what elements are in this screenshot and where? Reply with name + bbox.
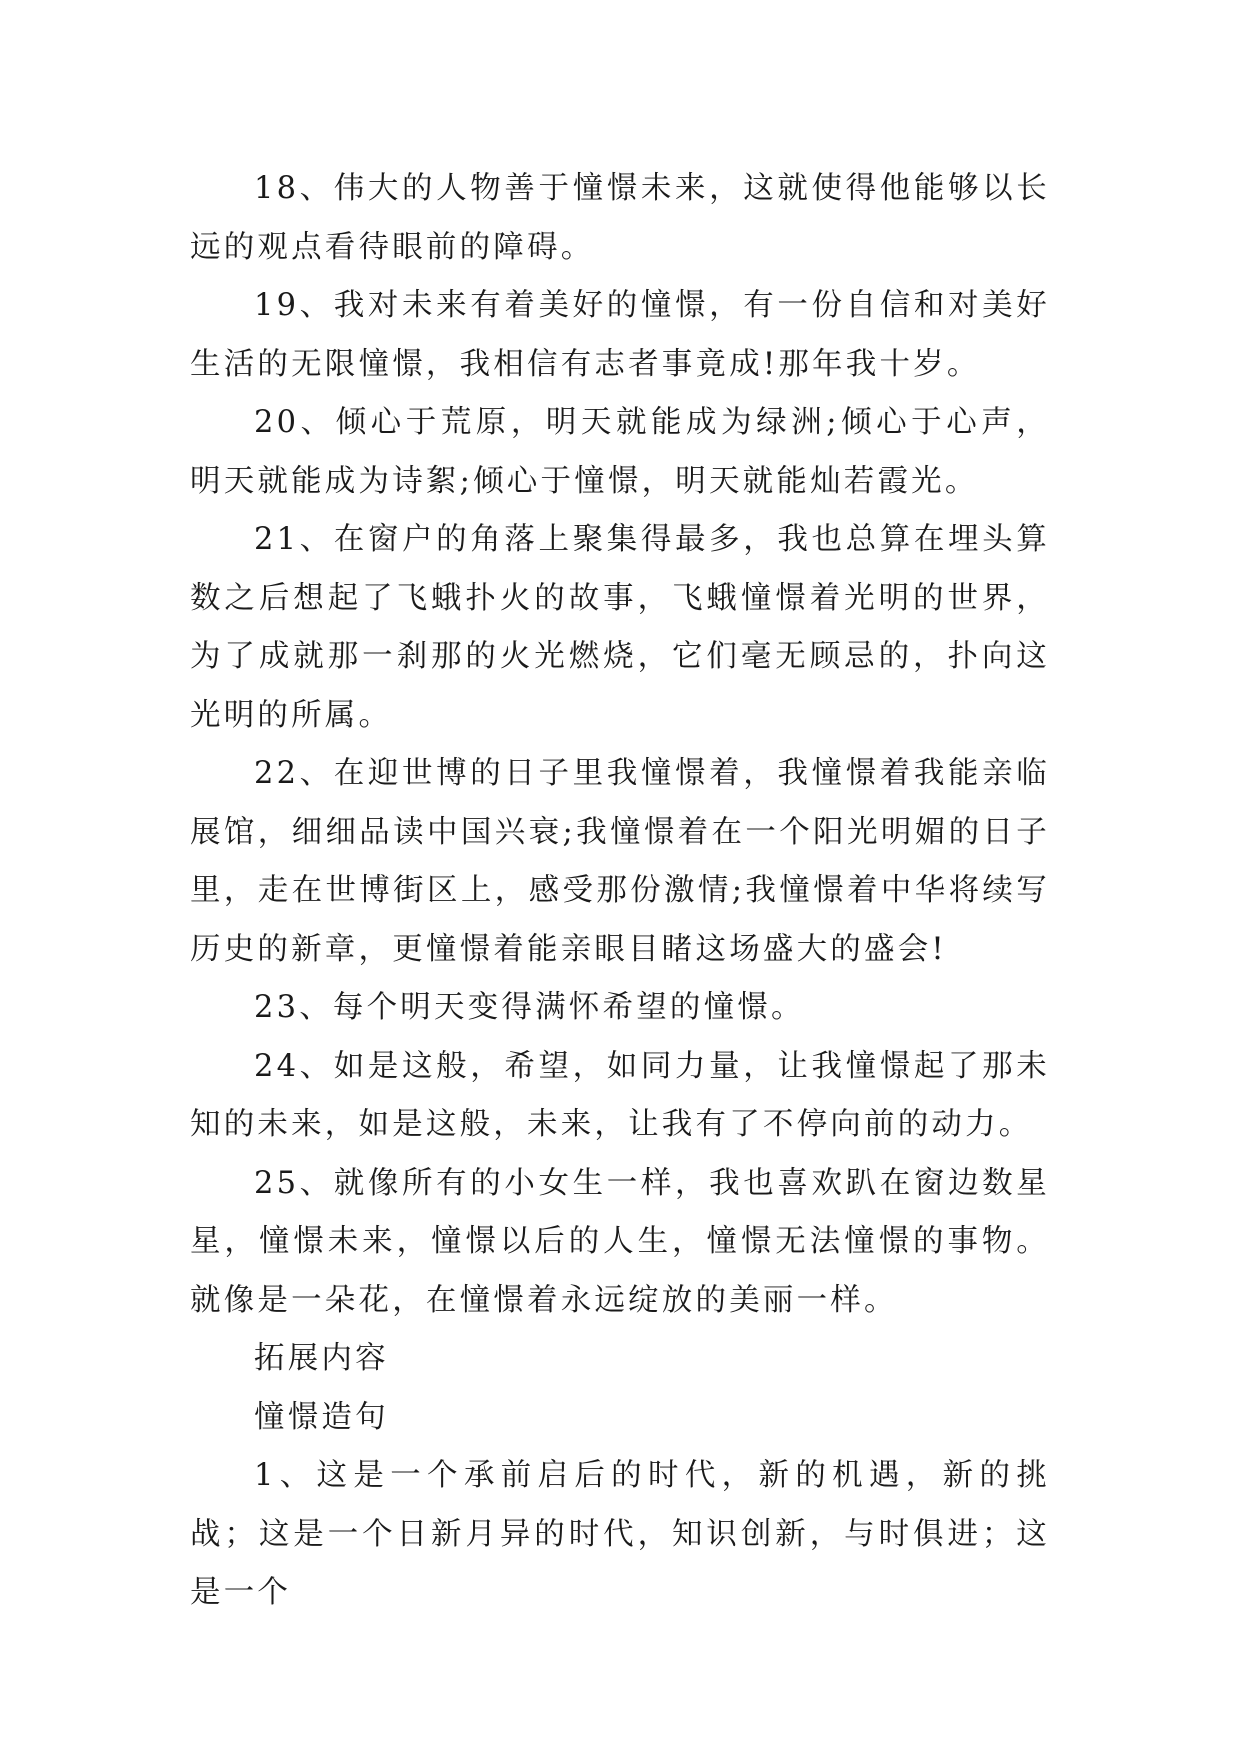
paragraph-22: 22、在迎世博的日子里我憧憬着，我憧憬着我能亲临展馆，细细品读中国兴衰;我憧憬着在一个阳光明媚的日子里，走在世博街区上，感受那份激情;我憧憬着中华将续写历史的新章，更憧憬着能亲眼目睹这场盛大的盛会! [190,756,1050,967]
paragraph-21: 21、在窗户的角落上聚集得最多，我也总算在埋头算数之后想起了飞蛾扑火的故事，飞蛾憧憬着光明的世界，为了成就那一刹那的火光燃烧，它们毫无顾忌的，扑向这光明的所属。 [190,522,1050,733]
paragraph-18: 18、伟大的人物善于憧憬未来，这就使得他能够以长远的观点看待眼前的障碍。 [190,171,1050,265]
paragraph-23: 23、每个明天变得满怀希望的憧憬。 [254,990,805,1025]
paragraph-19: 19、我对未来有着美好的憧憬，有一份自信和对美好生活的无限憧憬，我相信有志者事竟成!那年我十岁。 [190,288,1050,382]
paragraph-20: 20、倾心于荒原，明天就能成为绿洲;倾心于心声，明天就能成为诗絮;倾心于憧憬，明天就能灿若霞光。 [190,405,1050,499]
paragraph-24: 24、如是这般，希望，如同力量，让我憧憬起了那未知的未来，如是这般，未来，让我有了不停向前的动力。 [190,1048,1050,1142]
section-heading-sentences: 憧憬造句 [254,1399,389,1435]
section-heading-extension: 拓展内容 [254,1341,389,1376]
paragraph-1: 1、这是一个承前启后的时代，新的机遇，新的挑战；这是一个日新月异的时代，知识创新，与时俱进；这是一个 [190,1458,1050,1610]
document-body [190,160,1050,1623]
paragraph-25: 25、就像所有的小女生一样，我也喜欢趴在窗边数星星，憧憬未来，憧憬以后的人生，憧憬无法憧憬的事物。就像是一朵花，在憧憬着永远绽放的美丽一样。 [190,1165,1050,1318]
